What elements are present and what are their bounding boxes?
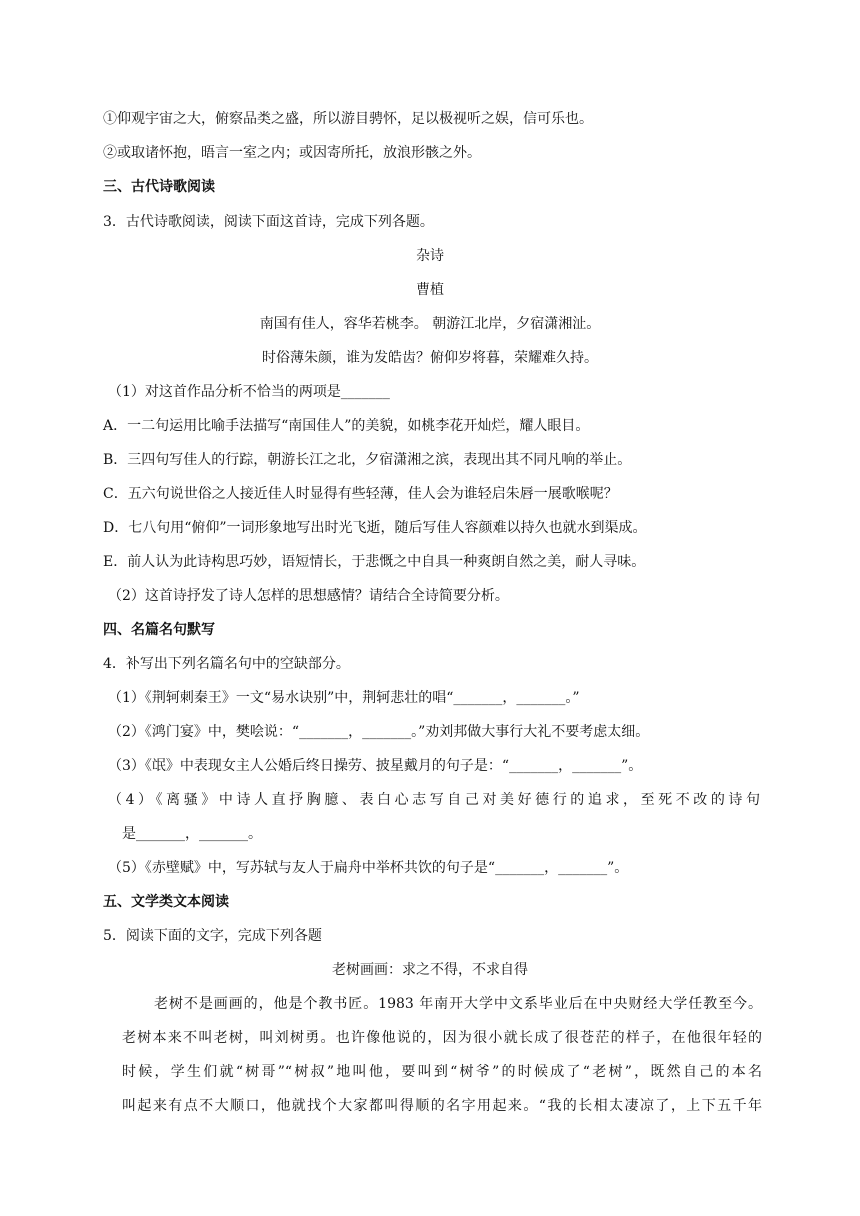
article-title: 老树画画：求之不得，不求自得 [332,962,528,978]
question-stem: 3．古代诗歌阅读，阅读下面这首诗，完成下列各题。 [103,214,434,230]
fill-in-item: （5）《赤壁赋》中，写苏轼与友人于扁舟中举杯共饮的句子是“_______，_______”。 [108,860,629,876]
option-b: B．三四句写佳人的行踪，朝游长江之北，夕宿潇湘之滨，表现出其不同凡响的举止。 [103,452,632,468]
article-paragraph-line: 老树不是画画的，他是个教书匠。1983 年南开大学中文系毕业后在中央财经大学任教至今。 [154,996,762,1012]
fill-in-item: （3）《氓》中表现女主人公婚后终日操劳、披星戴月的句子是：“_______，_______”。 [108,758,643,774]
fill-in-item: （2）《鸿门宴》中，樊哙说：“_______，_______。”劝刘邦做大事行大礼不要考虑太细。 [108,724,650,740]
question-stem: 5．阅读下面的文字，完成下列各题 [103,928,322,944]
article-paragraph-line: 叫起来有点不大顺口，他就找个大家都叫得顺的名字用起来。“我的长相太凄凉了，上下五千年 [122,1098,762,1114]
section-heading: 五、文学类文本阅读 [103,894,229,910]
text-line: ②或取诸怀抱，晤言一室之内；或因寄所托，放浪形骸之外。 [103,145,481,161]
option-c: C．五六句说世俗之人接近佳人时显得有些轻薄，佳人会为谁轻启朱唇一展歌喉呢？ [103,486,618,502]
fill-in-item-continued: 是_______，_______。 [122,826,262,842]
poem-author: 曹植 [416,282,444,298]
sub-question: （2）这首诗抒发了诗人怎样的思想感情？请结合全诗简要分析。 [108,588,509,604]
text-line: ①仰观宇宙之大，俯察品类之盛，所以游目骋怀，足以极视听之娱，信可乐也。 [103,111,593,127]
section-heading: 四、名篇名句默写 [103,622,215,638]
poem-line: 南国有佳人，容华若桃李。 朝游江北岸，夕宿潇湘沚。 [259,316,601,332]
article-paragraph-line: 老树本来不叫老树，叫刘树勇。也许像他说的，因为很小就长成了很苍茫的样子，在他很年轻的 [122,1030,762,1046]
option-e: E．前人认为此诗构思巧妙，语短情长，于悲慨之中自具一种爽朗自然之美，耐人寻味。 [103,554,646,570]
question-stem: 4．补写出下列名篇名句中的空缺部分。 [103,656,350,672]
option-a: A．一二句运用比喻手法描写“南国佳人”的美貌，如桃李花开灿烂，耀人眼目。 [103,418,590,434]
poem-line: 时俗薄朱颜，谁为发皓齿？俯仰岁将暮，荣耀难久持。 [262,350,598,366]
sub-question: （1）对这首作品分析不恰当的两项是_______ [108,384,390,400]
section-heading: 三、古代诗歌阅读 [103,179,215,195]
fill-in-item: （1）《荆轲刺秦王》一文“易水诀别”中，荆轲悲壮的唱“_______，_______。” [108,690,580,706]
article-paragraph-line: 时候，学生们就“树哥”“树叔”地叫他，要叫到“树爷”的时候成了“老树”，既然自己的本名 [122,1064,762,1080]
option-d: D．七八句用“俯仰”一词形象地写出时光飞逝，随后写佳人容颜难以持久也就水到渠成。 [103,520,647,536]
fill-in-item: （4）《离骚》中诗人直抒胸臆、表白心志写自己对美好德行的追求，至死不改的诗句 [108,792,760,808]
poem-title: 杂诗 [416,248,444,264]
